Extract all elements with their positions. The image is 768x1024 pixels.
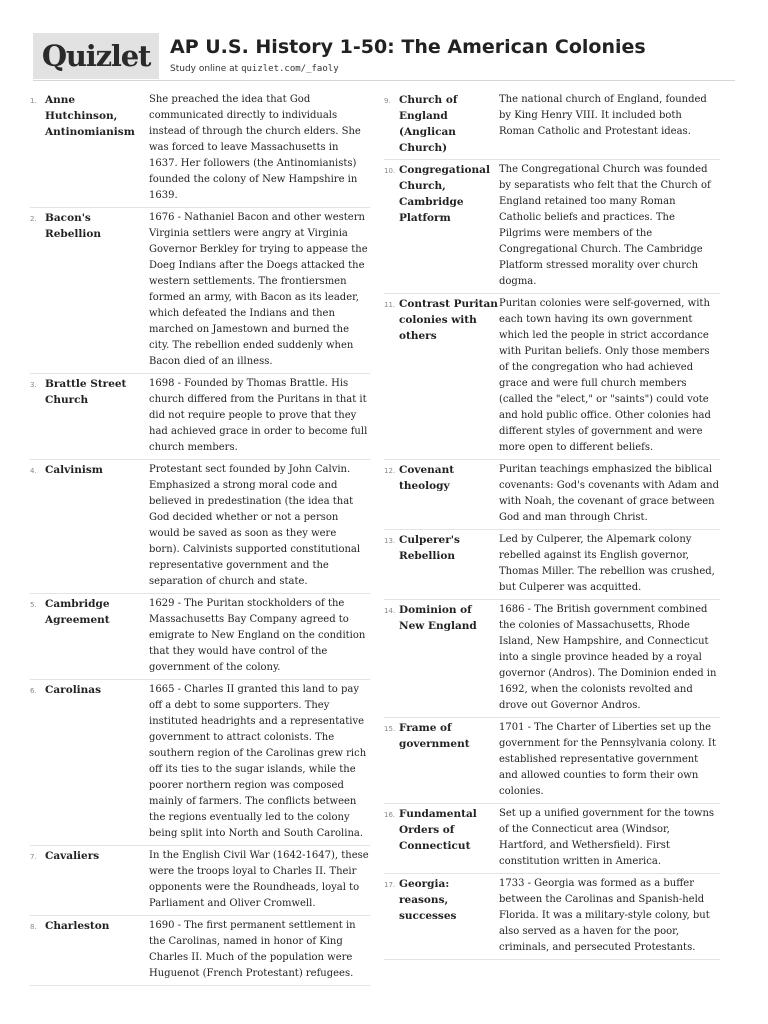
term-entry [30, 680, 370, 846]
term-entry [384, 294, 720, 460]
term-entry [30, 90, 370, 208]
entry-term: Dominion of New England [399, 604, 477, 632]
entry-number: 6. [30, 687, 37, 695]
entry-term: Cavaliers [45, 850, 100, 862]
entry-term: Calvinism [45, 464, 103, 476]
entry-term: Carolinas [45, 684, 102, 696]
entry-definition: Set up a unified government for the towns of the Connecticut area (Windsor, Hartford, and Wethersfield). First constitution written in America. [499, 808, 715, 867]
entry-definition: 1686 - The British government combined the colonies of Massachusetts, Rhode Island, New Hampshire, and Connecticut into a single province headed by a royal governor (Andros). The Dominion ended in 1692, when the colonists revolted and drove out Governor Andros. [499, 604, 717, 711]
entry-number: 8. [30, 923, 37, 931]
entry-term: Brattle Street Church [45, 378, 127, 406]
entry-definition: The national church of England, founded by King Henry VIII. It included both Roman Catholic and Protestant ideas. [499, 94, 707, 137]
term-entry [384, 460, 720, 530]
term-entry [30, 208, 370, 374]
entry-number: 7. [30, 853, 37, 861]
entry-definition: 1690 - The first permanent settlement in the Carolinas, named in honor of King Charles II. Much of the population were Huguenot (French Protestant) refugees. [149, 920, 356, 979]
study-prefix: Study online at [170, 64, 242, 74]
entry-number: 2. [30, 215, 37, 223]
page-header [33, 33, 735, 81]
term-entry [30, 916, 370, 986]
entry-term: Georgia: reasons, successes [399, 878, 457, 922]
study-url-link[interactable]: quizlet.com/_faoly [241, 64, 339, 74]
entry-number: 4. [30, 467, 37, 475]
entry-definition: Protestant sect founded by John Calvin. Emphasized a strong moral code and believed in predestination (the idea that God decided whether or not a person would be saved as soon as they were born). Calvinists supported constitutional representative government and the separation of church and state. [149, 464, 361, 587]
entry-term: Bacon's Rebellion [45, 212, 102, 240]
entry-definition: Puritan teachings emphasized the biblical covenants: God's covenants with Adam and with Noah, the covenant of grace between God and man through Christ. [499, 464, 720, 523]
entry-number: 10. [384, 167, 396, 175]
term-entry [384, 600, 720, 718]
entry-definition: 1676 - Nathaniel Bacon and other western Virginia settlers were angry at Virginia Governor Berkley for trying to appease the Doeg Indians after the Doegs attacked the western settlements. The frontiersmen formed an army, with Bacon as its leader, which defeated the Indians and then marched on Jamestown and burned the city. The rebellion ended suddenly when Bacon died of an illness. [149, 212, 368, 367]
entry-term: Culperer's Rebellion [399, 534, 460, 562]
entry-definition: In the English Civil War (1642-1647), these were the troops loyal to Charles II. Their opponents were the Roundheads, loyal to Parliament and Oliver Cromwell. [149, 850, 369, 909]
entry-number: 16. [384, 811, 396, 819]
entry-definition: 1733 - Georgia was formed as a buffer between the Carolinas and Spanish-held Florida. It was a military-style colony, but also served as a haven for the poor, criminals, and persecuted Protestants. [499, 878, 710, 953]
entry-term: Cambridge Agreement [45, 598, 110, 626]
entry-term: Charleston [45, 920, 110, 932]
entry-term: Church of England (Anglican Church) [399, 94, 458, 154]
right-column [384, 90, 720, 960]
entry-number: 3. [30, 381, 37, 389]
term-entry [384, 530, 720, 600]
quizlet-logo[interactable]: Quizlet [33, 33, 159, 79]
entry-number: 13. [384, 537, 396, 545]
entry-definition: Puritan colonies were self-governed, with each town having its own government which led the people in strict accordance with Puritan beliefs. Only those members of the congregation who had achieved grace and were full church members (called the "elect," or "saints") could vote and hold public office. Other colonies had different styles of government and were more open to different beliefs. [499, 298, 711, 453]
term-entry [30, 460, 370, 594]
term-entry [30, 374, 370, 460]
entry-term: Frame of government [399, 722, 470, 750]
entry-number: 9. [384, 97, 391, 105]
entry-definition: The Congregational Church was founded by separatists who felt that the Church of England retained too many Roman Catholic beliefs and practices. The Pilgrims were members of the Congregational Church. The Cambridge Platform stressed morality over church dogma. [499, 164, 711, 287]
term-entry [384, 160, 720, 294]
term-entry [384, 718, 720, 804]
page-title: AP U.S. History 1-50: The American Colonies [170, 36, 646, 58]
entry-number: 1. [30, 97, 37, 105]
entry-term: Fundamental Orders of Connecticut [399, 808, 477, 852]
term-entry [384, 90, 720, 160]
entry-number: 14. [384, 607, 396, 615]
left-column [30, 90, 370, 986]
entry-term: Covenant theology [399, 464, 455, 492]
entry-number: 5. [30, 601, 37, 609]
entry-term: Contrast Puritan colonies with others [399, 298, 498, 342]
entry-term: Congregational Church, Cambridge Platform [399, 164, 490, 224]
entry-number: 17. [384, 881, 396, 889]
entry-number: 15. [384, 725, 396, 733]
entry-definition: 1698 - Founded by Thomas Brattle. His church differed from the Puritans in that it did not require people to prove that they had achieved grace in order to become full church members. [149, 378, 368, 453]
entry-term: Anne Hutchinson, Antinomianism [45, 94, 135, 138]
entry-definition: 1629 - The Puritan stockholders of the Massachusetts Bay Company agreed to emigrate to New England on the condition that they would have control of the government of the colony. [149, 598, 366, 673]
study-online-line [170, 64, 339, 74]
term-entry [384, 804, 720, 874]
term-entry [30, 594, 370, 680]
entry-number: 12. [384, 467, 396, 475]
entry-definition: 1665 - Charles II granted this land to pay off a debt to some supporters. They instituted headrights and a representative government to attract colonists. The southern region of the Carolinas grew rich off its ties to the sugar islands, while the poorer northern region was composed mainly of farmers. The conflicts between the regions eventually led to the colony being split into North and South Carolina. [149, 684, 367, 839]
entry-definition: She preached the idea that God communicated directly to individuals instead of through the church elders. She was forced to leave Massachusetts in 1637. Her followers (the Antinomianists) founded the colony of New Hampshire in 1639. [149, 94, 361, 201]
entry-definition: Led by Culperer, the Alpemark colony rebelled against its English governor, Thomas Miller. The rebellion was crushed, but Culperer was acquitted. [499, 534, 715, 593]
entry-definition: 1701 - The Charter of Liberties set up the government for the Pennsylvania colony. It established representative government and allowed counties to form their own colonies. [499, 722, 716, 797]
term-entry [30, 846, 370, 916]
entry-number: 11. [384, 301, 396, 309]
term-entry [384, 874, 720, 960]
